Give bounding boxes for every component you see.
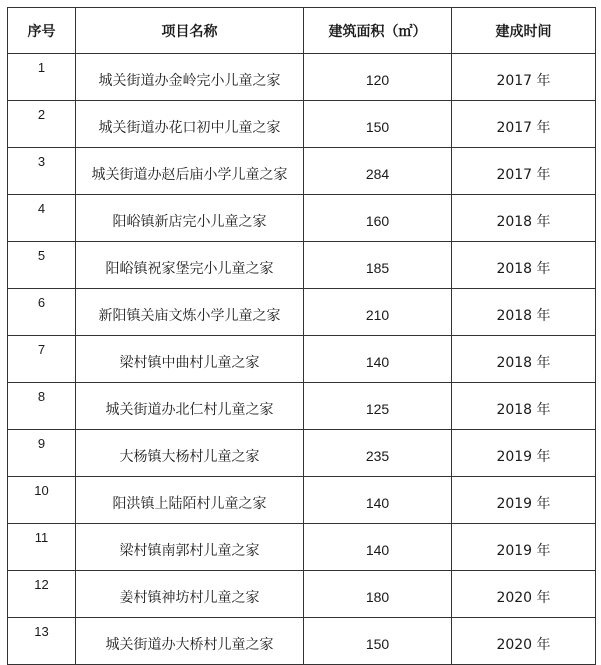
row-building-area: 160 <box>304 195 452 242</box>
row-project-name: 阳峪镇祝家堡完小儿童之家 <box>76 242 304 289</box>
table-row <box>8 383 596 430</box>
table-row <box>8 289 596 336</box>
children-home-table <box>7 7 596 665</box>
table-row <box>8 148 596 195</box>
row-index: 5 <box>8 242 76 289</box>
row-building-area: 235 <box>304 430 452 477</box>
row-completion-time: 2018 年 <box>452 336 596 383</box>
table-row <box>8 54 596 101</box>
row-completion-time: 2017 年 <box>452 148 596 195</box>
row-index: 1 <box>8 54 76 101</box>
row-project-name: 城关街道办金岭完小儿童之家 <box>76 54 304 101</box>
row-project-name: 阳峪镇新店完小儿童之家 <box>76 195 304 242</box>
header-index: 序号 <box>8 8 76 54</box>
row-index: 10 <box>8 477 76 524</box>
header-project-name: 项目名称 <box>76 8 304 54</box>
row-building-area: 125 <box>304 383 452 430</box>
table-body <box>8 54 596 665</box>
row-index: 8 <box>8 383 76 430</box>
row-completion-time: 2017 年 <box>452 54 596 101</box>
table-row <box>8 618 596 665</box>
row-index: 3 <box>8 148 76 195</box>
row-completion-time: 2018 年 <box>452 383 596 430</box>
row-project-name: 大杨镇大杨村儿童之家 <box>76 430 304 477</box>
row-project-name: 梁村镇南郭村儿童之家 <box>76 524 304 571</box>
row-project-name: 新阳镇关庙文炼小学儿童之家 <box>76 289 304 336</box>
row-project-name: 城关街道办北仁村儿童之家 <box>76 383 304 430</box>
row-index: 9 <box>8 430 76 477</box>
header-row <box>8 8 596 54</box>
row-building-area: 284 <box>304 148 452 195</box>
table-header <box>8 8 596 54</box>
row-project-name: 阳洪镇上陆陌村儿童之家 <box>76 477 304 524</box>
row-index: 11 <box>8 524 76 571</box>
table-row <box>8 477 596 524</box>
row-index: 4 <box>8 195 76 242</box>
row-index: 2 <box>8 101 76 148</box>
row-completion-time: 2020 年 <box>452 618 596 665</box>
table-row <box>8 242 596 289</box>
row-completion-time: 2017 年 <box>452 101 596 148</box>
table-row <box>8 524 596 571</box>
header-completion-time: 建成时间 <box>452 8 596 54</box>
row-building-area: 150 <box>304 101 452 148</box>
row-building-area: 140 <box>304 477 452 524</box>
row-index: 7 <box>8 336 76 383</box>
row-completion-time: 2019 年 <box>452 477 596 524</box>
children-home-table-container <box>7 7 595 665</box>
row-building-area: 120 <box>304 54 452 101</box>
row-building-area: 185 <box>304 242 452 289</box>
row-project-name: 梁村镇中曲村儿童之家 <box>76 336 304 383</box>
row-building-area: 140 <box>304 524 452 571</box>
row-building-area: 210 <box>304 289 452 336</box>
row-project-name: 城关街道办大桥村儿童之家 <box>76 618 304 665</box>
row-index: 12 <box>8 571 76 618</box>
row-completion-time: 2019 年 <box>452 524 596 571</box>
table-row <box>8 430 596 477</box>
row-project-name: 城关街道办赵后庙小学儿童之家 <box>76 148 304 195</box>
row-index: 13 <box>8 618 76 665</box>
row-completion-time: 2018 年 <box>452 195 596 242</box>
row-completion-time: 2019 年 <box>452 430 596 477</box>
row-building-area: 180 <box>304 571 452 618</box>
row-completion-time: 2020 年 <box>452 571 596 618</box>
row-project-name: 姜村镇神坊村儿童之家 <box>76 571 304 618</box>
row-building-area: 140 <box>304 336 452 383</box>
row-building-area: 150 <box>304 618 452 665</box>
header-building-area: 建筑面积（㎡） <box>304 8 452 54</box>
row-project-name: 城关街道办花口初中儿童之家 <box>76 101 304 148</box>
table-row <box>8 336 596 383</box>
row-completion-time: 2018 年 <box>452 289 596 336</box>
table-row <box>8 195 596 242</box>
row-completion-time: 2018 年 <box>452 242 596 289</box>
table-row <box>8 101 596 148</box>
table-row <box>8 571 596 618</box>
row-index: 6 <box>8 289 76 336</box>
